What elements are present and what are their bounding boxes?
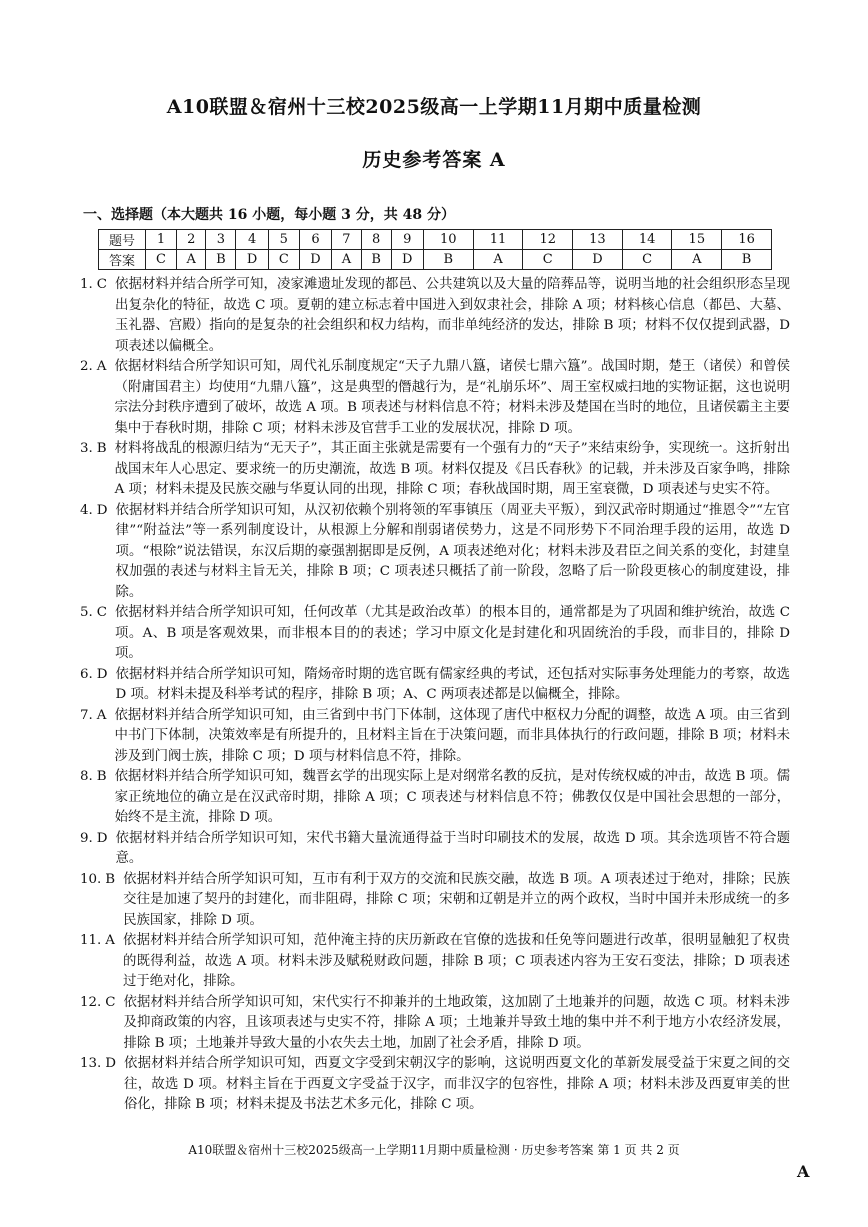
answer-cell: D xyxy=(391,250,423,270)
item-number: 6. xyxy=(80,666,93,682)
item-number: 7. xyxy=(80,707,93,723)
item-explanation: 依据材料并结合所学知识可知，宋代实行不抑兼并的土地政策，这加剧了土地兼并的问题，故选 C 项。材料未涉及抑商政策的内容，且该项表述与史实不符，排除 A 项；土地兼并导致土地的集中并不利于地方小农经济发展，排除 B 项；土地兼并导致大量的小农失去土地，加剧了社会矛盾，排除 D 项。 xyxy=(123,994,790,1051)
answer-cell: A xyxy=(332,250,361,270)
list-item xyxy=(80,501,790,604)
question-number-cell: 6 xyxy=(299,230,331,250)
item-explanation: 依据材料并结合所学知识可知，宋代书籍大量流通得益于当时印刷技术的发展，故选 D 项。其余选项皆不符合题意。 xyxy=(115,830,790,866)
document-title: A10联盟＆宿州十三校2025级高一上学期11月期中质量检测 xyxy=(166,96,702,118)
answer-cell: C xyxy=(146,250,177,270)
question-number-cell: 14 xyxy=(622,230,672,250)
version-mark: A xyxy=(797,1162,810,1181)
question-number-cell: 2 xyxy=(177,230,206,250)
item-number: 9. xyxy=(80,830,93,846)
item-explanation: 材料将战乱的根源归结为“无天子”，其正面主张就是需要有一个强有力的“天子”来结束纷争，实现统一。这折射出战国末年人心思定、要求统一的历史潮流，故选 B 项。材料仅提及《吕氏春秋》的记载，并未涉及百家争鸣，排除 A 项；材料未提及民族交融与华夏认同的出现，排除 C 项；春秋战国时期，周王室衰微，D 项表述与史实不符。 xyxy=(114,441,790,497)
answer-cell: D xyxy=(299,250,331,270)
item-answer: B xyxy=(105,871,116,887)
answer-cell: B xyxy=(423,250,473,270)
item-number: 12. xyxy=(80,994,102,1010)
item-number: 3. xyxy=(80,441,93,456)
answer-cell: B xyxy=(361,250,391,270)
answer-cell: C xyxy=(268,250,299,270)
item-answer: D xyxy=(96,830,108,846)
item-explanation: 依据材料并结合所学知识可知，西夏文字受到宋朝汉字的影响，这说明西夏文化的革新发展受益于宋夏之间的交往，故选 D 项。材料主旨在于西夏文字受益于汉字，而非汉字的包容性，排除 A 项；材料未涉及西夏审美的世俗化，排除 B 项；材料未提及书法艺术多元化，排除 C 项。 xyxy=(124,1056,790,1112)
item-answer: D xyxy=(96,502,108,518)
item-number: 4. xyxy=(80,502,93,518)
question-number-cell: 3 xyxy=(206,230,236,250)
answer-cell: A xyxy=(473,250,523,270)
list-item xyxy=(80,275,790,357)
item-explanation: 依据材料并结合所学知识可知，隋炀帝时期的选官既有儒家经典的考试，还包括对实际事务处理能力的考察，故选 D 项。材料未提及科举考试的程序，排除 B 项；A、C 两项表述都是以偏概全，排除。 xyxy=(115,666,790,702)
item-answer: D xyxy=(96,666,108,682)
explanation-list xyxy=(80,275,790,1116)
question-number-cell: 5 xyxy=(268,230,299,250)
item-answer: B xyxy=(96,769,107,784)
answer-cell: D xyxy=(236,250,268,270)
item-answer: A xyxy=(96,359,107,374)
item-answer: A xyxy=(96,707,107,723)
item-explanation: 依据材料并结合所学知识可知，任何改革（尤其是政治改革）的根本目的，通常都是为了巩固和维护统治，故选 C 项。A、B 项是客观效果，而非根本目的的表述；学习中原文化是封建化和巩固统治的手段，而非目的，排除 D 项。 xyxy=(115,605,790,661)
answer-cell: D xyxy=(573,250,623,270)
item-number: 8. xyxy=(80,769,93,784)
question-number-row xyxy=(99,230,772,250)
list-item xyxy=(80,603,790,665)
answer-cell: A xyxy=(177,250,206,270)
list-item xyxy=(80,706,790,768)
question-number-cell: 12 xyxy=(523,230,573,250)
question-number-cell: 7 xyxy=(332,230,361,250)
answer-cell: B xyxy=(206,250,236,270)
page-footer: A10联盟＆宿州十三校2025级高一上学期11月期中质量检测 · 历史参考答案 第 1 页 共 2 页 xyxy=(188,1143,680,1157)
list-item xyxy=(80,767,790,829)
item-explanation: 依据材料并结合所学知识可知，从汉初依赖个别将领的军事镇压（周亚夫平叛），到汉武帝时期通过“推恩令”“左官律”“附益法”等一系列制度设计，从根源上分解和削弱诸侯势力，这是不同形势下不同治理手段的运用，故选 D 项。“根除”说法错误，东汉后期的豪强割据即是反例，A 项表述绝对化；材料未涉及君臣之间关系的变化，封建皇权加强的表述与材料主旨无关，排除 B 项；C 项表述只概括了前一阶段，忽略了后一阶段更核心的制度建设，排除。 xyxy=(115,502,790,600)
list-item xyxy=(80,993,790,1055)
item-answer: D xyxy=(105,1056,117,1071)
list-item xyxy=(80,829,790,870)
answer-row-label: 答案 xyxy=(99,250,146,270)
list-item xyxy=(80,1054,790,1116)
item-explanation: 依据材料并结合所学可知，凌家滩遗址发现的都邑、公共建筑以及大量的陪葬品等，说明当地的社会组织形态呈现出复杂化的特征，故选 C 项。夏朝的建立标志着中国进入到奴隶社会，排除 A 项；材料核心信息（都邑、大墓、玉礼器、宫殿）指向的是复杂的社会组织和权力结构，而非单纯经济的发达，排除 B 项；材料不仅仅提到武器，D 项表述以偏概全。 xyxy=(115,277,790,354)
answer-table xyxy=(98,229,772,270)
question-number-cell: 15 xyxy=(672,230,722,250)
item-explanation: 依据材料并结合所学知识可知，由三省到中书门下体制，这体现了唐代中枢权力分配的调整，故选 A 项。由三省到中书门下体制，决策效率是有所提升的，且材料主旨在于决策问题，而非具体执行的行政问题，排除 B 项；材料未涉及到门阀士族，排除 C 项；D 项与材料信息不符，排除。 xyxy=(114,707,790,764)
item-number: 2. xyxy=(80,359,93,374)
question-number-cell: 9 xyxy=(391,230,423,250)
list-item xyxy=(80,357,790,439)
question-number-cell: 1 xyxy=(146,230,177,250)
item-answer: C xyxy=(105,994,116,1010)
item-answer: B xyxy=(96,441,107,456)
item-number: 10. xyxy=(80,871,102,887)
question-number-cell: 10 xyxy=(423,230,473,250)
question-number-cell: 11 xyxy=(473,230,523,250)
list-item xyxy=(80,439,790,501)
list-item xyxy=(80,870,790,932)
question-number-cell: 16 xyxy=(722,230,772,250)
answer-cell: C xyxy=(523,250,573,270)
item-number: 5. xyxy=(80,605,93,620)
item-answer: C xyxy=(96,277,108,292)
answer-cell: A xyxy=(672,250,722,270)
item-answer: C xyxy=(96,605,108,620)
item-explanation: 依据材料并结合所学知识可知，互市有利于双方的交流和民族交融，故选 B 项。A 项表述过于绝对，排除；民族交往是加速了契丹的封建化，而非阻碍，排除 C 项；宋朝和辽朝是并立的两个政权，当时中国并未形成统一的多民族国家，排除 D 项。 xyxy=(123,871,790,928)
list-item xyxy=(80,665,790,706)
question-row-label: 题号 xyxy=(99,230,146,250)
answer-cell: B xyxy=(722,250,772,270)
item-number: 11. xyxy=(80,933,102,948)
item-number: 13. xyxy=(80,1056,102,1071)
document-subtitle: 历史参考答案 A xyxy=(362,149,506,171)
answer-cell: C xyxy=(622,250,672,270)
item-explanation: 依据材料并结合所学知识可知，范仲淹主持的庆历新政在官僚的选拔和任免等问题进行改革，很明显触犯了权贵的既得利益，故选 A 项。材料未涉及赋税财政问题，排除 B 项；C 项表述内容为王安石变法，排除；D 项表述过于绝对化，排除。 xyxy=(122,933,790,989)
answer-row xyxy=(99,250,772,270)
question-number-cell: 4 xyxy=(236,230,268,250)
item-answer: A xyxy=(105,933,115,948)
item-explanation: 依据材料结合所学知识可知，周代礼乐制度规定“天子九鼎八簋，诸侯七鼎六簋”。战国时期，楚王（诸侯）和曾侯（附庸国君主）均使用“九鼎八簋”，这是典型的僭越行为，是“礼崩乐坏”、周王室权威扫地的实物证据，这也说明宗法分封秩序遭到了破坏，故选 A 项。B 项表述与材料信息不符；材料未涉及楚国在当时的地位，且诸侯霸主主要集中于春秋时期，排除 C 项；材料未涉及官营手工业的发展状况，排除 D 项。 xyxy=(114,359,790,436)
question-number-cell: 8 xyxy=(361,230,391,250)
question-number-cell: 13 xyxy=(573,230,623,250)
section-heading: 一、选择题（本大题共 16 小题，每小题 3 分，共 48 分） xyxy=(83,207,455,223)
list-item xyxy=(80,931,790,993)
item-explanation: 依据材料并结合所学知识可知，魏晋玄学的出现实际上是对纲常名教的反抗，是对传统权威的冲击，故选 B 项。儒家正统地位的确立是在汉武帝时期，排除 A 项；C 项表述与材料信息不符；佛教仅仅是中国社会思想的一部分，始终不是主流，排除 D 项。 xyxy=(114,769,790,825)
item-number: 1. xyxy=(80,277,93,292)
